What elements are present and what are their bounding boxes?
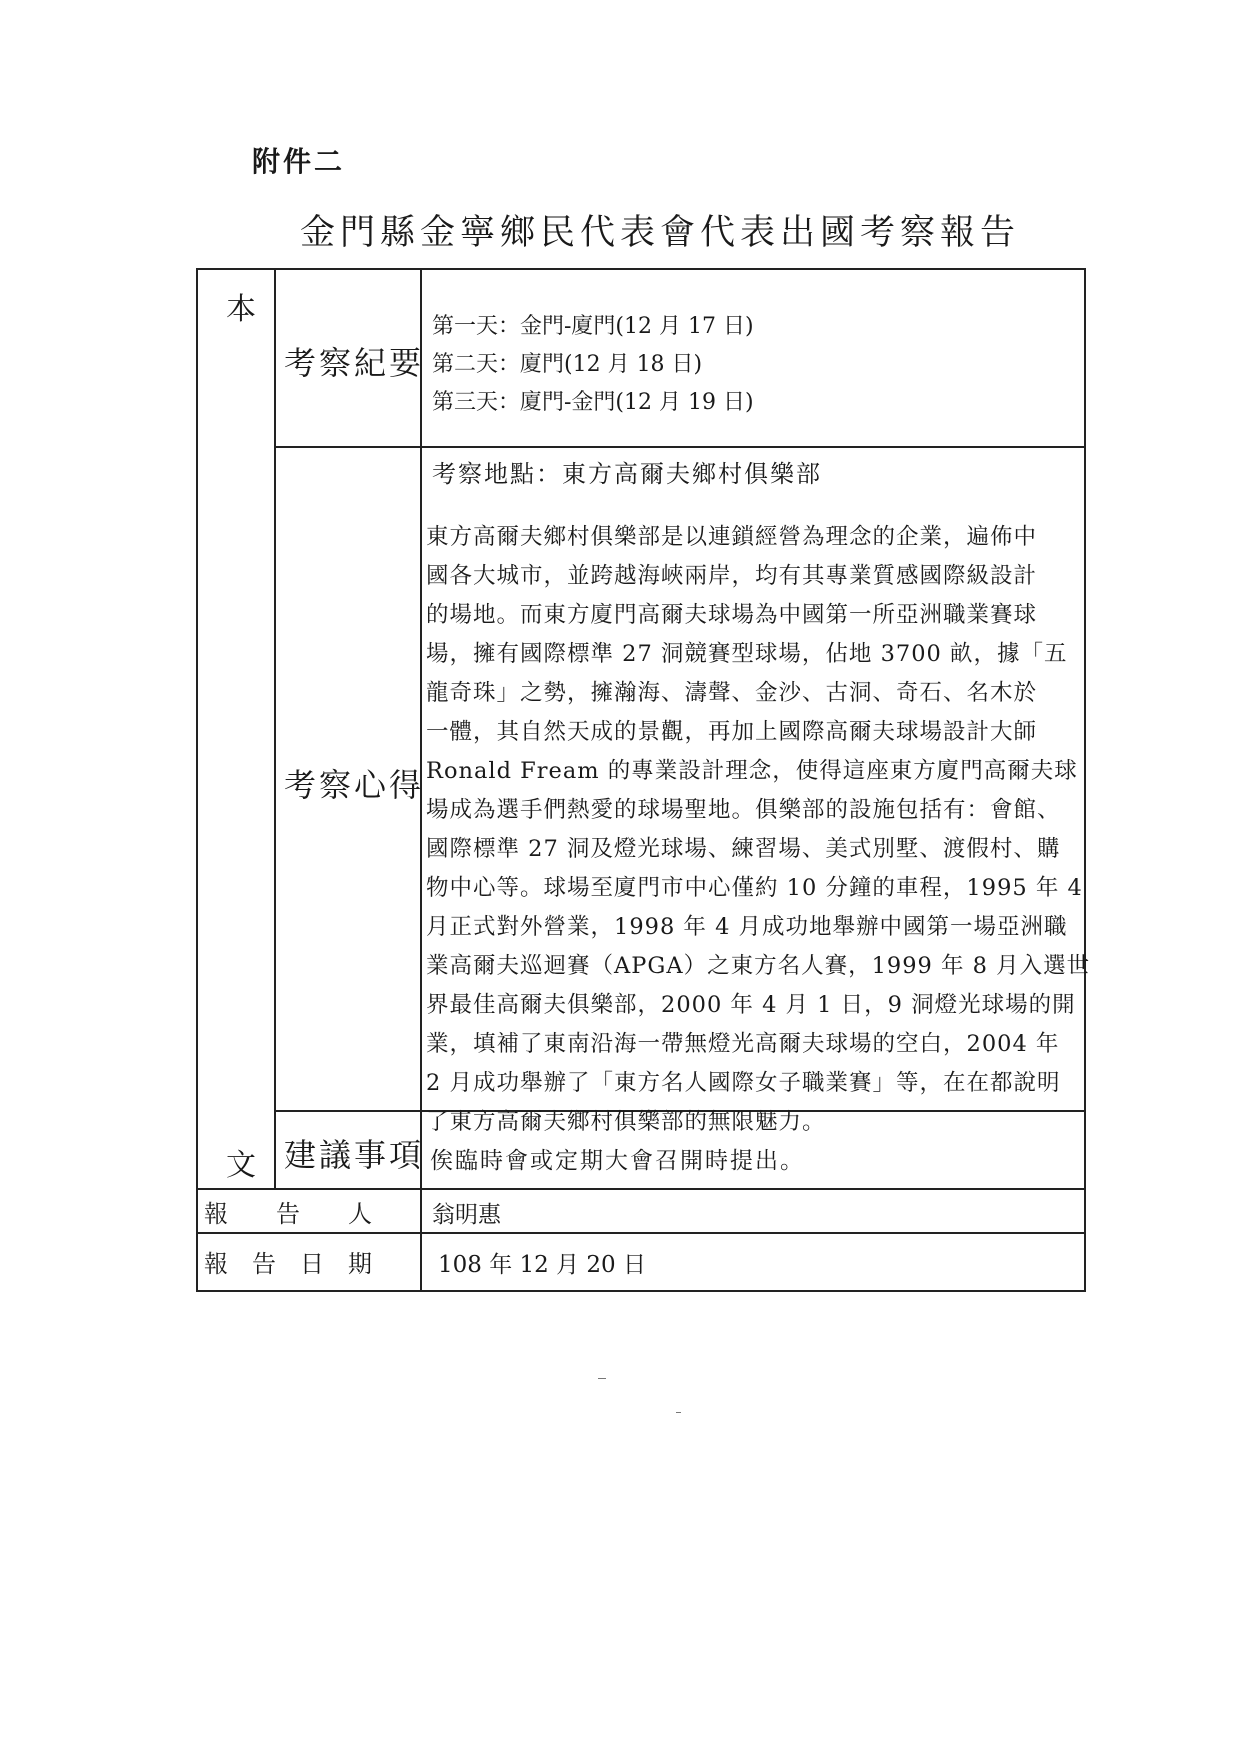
insights-line: 業，填補了東南沿海一帶無燈光高爾夫球場的空白，2004 年 (426, 1031, 1060, 1057)
divider-reporter-bottom (198, 1232, 1084, 1234)
insights-line: 業高爾夫巡迴賽（APGA）之東方名人賽，1999 年 8 月入選世 (426, 953, 1091, 979)
divider-summary-bottom (274, 446, 1084, 448)
summary-days (432, 308, 754, 422)
attachment-label: 附件二 (252, 145, 346, 178)
suggestions-text: 俟臨時會或定期大會召開時提出。 (430, 1148, 805, 1174)
insights-label: 考察心得 (284, 766, 425, 804)
side-label-bottom: 文 (226, 1148, 256, 1183)
scan-speck (598, 1378, 606, 1379)
insights-line: 場成為選手們熱愛的球場聖地。俱樂部的設施包括有：會館、 (426, 797, 1061, 823)
scan-speck (676, 1412, 681, 1413)
day-3: 第三天：廈門-金門(12 月 19 日) (432, 390, 754, 415)
report-date-value: 108 年 12 月 20 日 (438, 1252, 646, 1278)
suggestions-label: 建議事項 (284, 1136, 425, 1174)
day-2: 第二天：廈門(12 月 18 日) (432, 352, 703, 377)
insights-line: 界最佳高爾夫俱樂部，2000 年 4 月 1 日，9 洞燈光球場的開 (426, 992, 1076, 1018)
divider-side (274, 270, 276, 1188)
insights-line: 月正式對外營業，1998 年 4 月成功地舉辦中國第一場亞洲職 (426, 914, 1068, 940)
summary-label: 考察紀要 (284, 344, 425, 382)
reporter-value: 翁明惠 (432, 1202, 501, 1228)
insights-line: 龍奇珠」之勢，擁瀚海、濤聲、金沙、古洞、奇石、名木於 (426, 680, 1038, 706)
document-title: 金門縣金寧鄉民代表會代表出國考察報告 (300, 213, 1021, 253)
insights-line: 一體，其自然天成的景觀，再加上國際高爾夫球場設計大師 (426, 719, 1038, 745)
insights-line: 的場地。而東方廈門高爾夫球場為中國第一所亞洲職業賽球 (426, 602, 1038, 628)
inspection-location: 考察地點：東方高爾夫鄉村俱樂部 (432, 460, 822, 488)
side-label-top: 本 (226, 292, 256, 327)
insights-line: 物中心等。球場至廈門市中心僅約 10 分鐘的車程，1995 年 4 (426, 875, 1083, 901)
reporter-label: 報 告 人 (204, 1200, 372, 1228)
insights-line: Ronald Fream 的專業設計理念，使得這座東方廈門高爾夫球 (426, 758, 1078, 784)
insights-line: 場，擁有國際標準 27 洞競賽型球場，佔地 3700 畝，據「五 (426, 641, 1068, 667)
report-date-label: 報 告 日 期 (204, 1250, 372, 1278)
insights-line: 國際標準 27 洞及燈光球場、練習場、美式別墅、渡假村、購 (426, 836, 1061, 862)
insights-body (426, 518, 1091, 1142)
report-table (196, 268, 1091, 1292)
day-1: 第一天：金門-廈門(12 月 17 日) (432, 314, 754, 339)
insights-line: 了東方高爾夫鄉村俱樂部的無限魅力。 (426, 1109, 826, 1135)
divider-body-bottom (198, 1188, 1084, 1190)
insights-line: 東方高爾夫鄉村俱樂部是以連鎖經營為理念的企業，遍佈中 (426, 524, 1038, 550)
insights-line: 2 月成功舉辦了「東方名人國際女子職業賽」等，在在都說明 (426, 1070, 1061, 1096)
insights-line: 國各大城市，並跨越海峽兩岸，均有其專業質感國際級設計 (426, 563, 1038, 589)
